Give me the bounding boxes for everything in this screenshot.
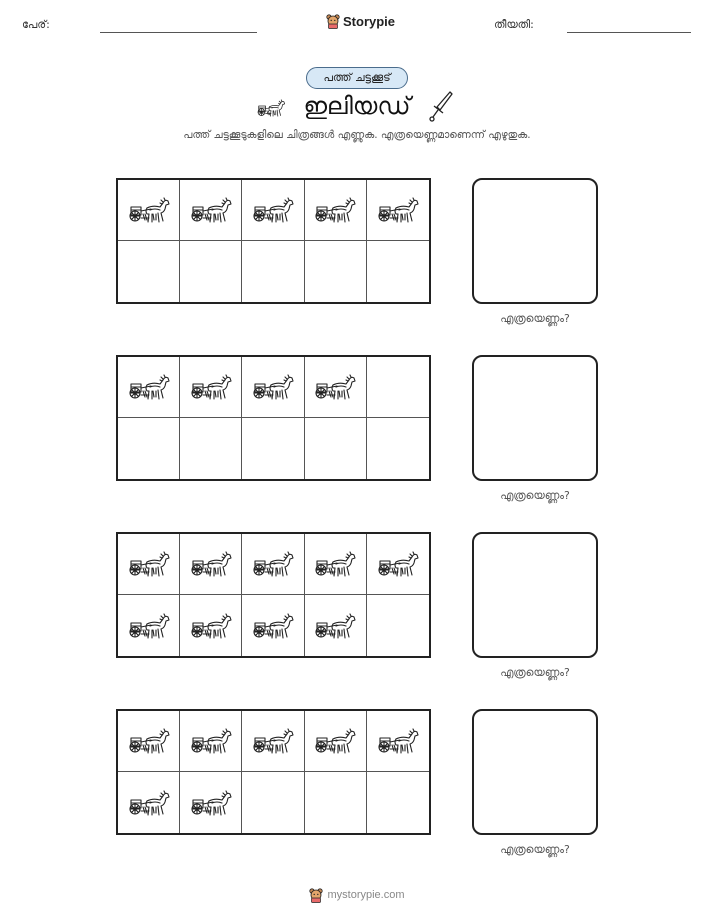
- ten-frame: [116, 178, 431, 304]
- frame-cell: [305, 595, 367, 656]
- chariot-icon: [251, 549, 295, 579]
- count-question: എത്രയെണ്ണം?: [500, 843, 570, 856]
- chariot-icon: [376, 195, 420, 225]
- answer-box[interactable]: [472, 709, 598, 835]
- chariot-icon: [313, 549, 357, 579]
- frame-cell: [180, 772, 242, 833]
- count-question: എത്രയെണ്ണം?: [500, 489, 570, 502]
- frame-cell: [118, 241, 180, 302]
- frame-cell: [305, 357, 367, 418]
- frame-cell: [118, 534, 180, 595]
- chariot-icon: [127, 549, 171, 579]
- frame-cell: [180, 711, 242, 772]
- chariot-icon: [376, 726, 420, 756]
- chariot-icon: [189, 788, 233, 818]
- frame-cell: [118, 180, 180, 241]
- frame-cell: [367, 595, 429, 656]
- chariot-icon: [127, 195, 171, 225]
- frame-cell: [118, 357, 180, 418]
- answer-box[interactable]: [472, 532, 598, 658]
- frame-cell: [118, 772, 180, 833]
- count-question: എത്രയെണ്ണം?: [500, 312, 570, 325]
- chariot-icon: [127, 372, 171, 402]
- name-line: [100, 32, 257, 33]
- frame-cell: [305, 534, 367, 595]
- chariot-icon: [189, 611, 233, 641]
- frame-cell: [118, 595, 180, 656]
- chariot-icon: [189, 195, 233, 225]
- frame-cell: [242, 357, 304, 418]
- chariot-icon: [313, 726, 357, 756]
- frame-cell: [180, 418, 242, 479]
- chariot-icon: [127, 611, 171, 641]
- chariot-icon: [251, 611, 295, 641]
- frame-cell: [367, 534, 429, 595]
- frame-cell: [242, 595, 304, 656]
- chariot-icon: [313, 611, 357, 641]
- frame-cell: [180, 595, 242, 656]
- chariot-icon: [189, 726, 233, 756]
- ten-frame: [116, 532, 431, 658]
- count-question: എത്രയെണ്ണം?: [500, 666, 570, 679]
- date-line: [567, 32, 691, 33]
- chariot-icon: [313, 372, 357, 402]
- chariot-icon: [127, 726, 171, 756]
- bear-icon: [326, 13, 340, 29]
- frame-cell: [367, 357, 429, 418]
- sword-icon: [428, 90, 454, 124]
- chariot-icon: [189, 549, 233, 579]
- chariot-icon: [189, 372, 233, 402]
- frame-cell: [305, 241, 367, 302]
- date-label: തീയതി:: [494, 18, 534, 31]
- frame-cell: [367, 418, 429, 479]
- frame-cell: [367, 772, 429, 833]
- chariot-icon: [251, 372, 295, 402]
- frame-cell: [118, 711, 180, 772]
- frame-cell: [242, 711, 304, 772]
- frame-cell: [305, 418, 367, 479]
- name-label: പേര്:: [22, 18, 50, 31]
- frame-cell: [305, 772, 367, 833]
- brand: [326, 13, 395, 29]
- frame-cell: [180, 241, 242, 302]
- frame-cell: [367, 241, 429, 302]
- chariot-icon: [251, 195, 295, 225]
- frame-cell: [242, 241, 304, 302]
- frame-cell: [242, 180, 304, 241]
- frame-cell: [180, 357, 242, 418]
- footer: [0, 887, 714, 903]
- chariot-icon: [313, 195, 357, 225]
- ten-frame: [116, 355, 431, 481]
- bear-icon: [309, 887, 323, 903]
- frame-cell: [180, 534, 242, 595]
- frame-cell: [180, 180, 242, 241]
- chariot-icon: [127, 788, 171, 818]
- frame-cell: [242, 534, 304, 595]
- instructions: പത്ത് ചട്ടക്കൂടുകളിലെ ചിത്രങ്ങൾ എണ്ണുക. എത്രയെണ്ണമാണെന്ന് എഴുതുക.: [183, 129, 531, 141]
- frame-cell: [367, 711, 429, 772]
- page-title: ഇലിയഡ്: [303, 92, 411, 120]
- answer-box[interactable]: [472, 355, 598, 481]
- frame-cell: [305, 711, 367, 772]
- ten-frame: [116, 709, 431, 835]
- frame-cell: [305, 180, 367, 241]
- frame-cell: [242, 772, 304, 833]
- brand-name: Storypie: [343, 13, 396, 29]
- topic-badge: പത്ത് ചട്ടക്കൂട്: [306, 67, 408, 89]
- title-row: [0, 90, 714, 124]
- frame-cell: [367, 180, 429, 241]
- footer-url: mystorypie.com: [327, 889, 405, 901]
- answer-box[interactable]: [472, 178, 598, 304]
- chariot-icon: [251, 726, 295, 756]
- frame-cell: [242, 418, 304, 479]
- chariot-icon: [376, 549, 420, 579]
- frame-cell: [118, 418, 180, 479]
